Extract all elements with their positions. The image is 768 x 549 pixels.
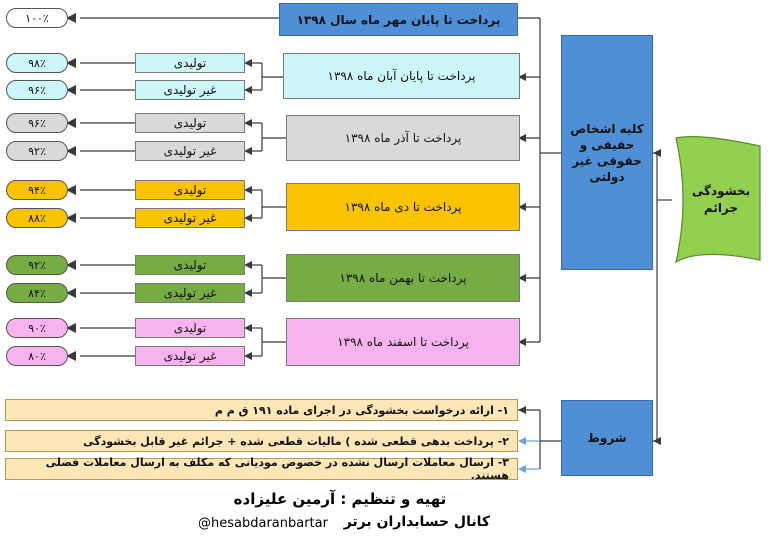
sub-label-esfand-nonproductive: غیر تولیدی [135,346,245,366]
period-box-aban: پرداخت تا پایان آبان ماه ۱۳۹۸ [283,53,520,99]
pct-pill-aban-productive: ۹۸٪ [6,53,68,73]
pct-pill-dey-nonproductive: ۸۸٪ [6,208,68,228]
footer-channel: کانال حسابداران برتر [343,514,490,530]
period-box-azar: پرداخت تا آذر ماه ۱۳۹۸ [286,115,520,161]
sub-label-bahman-nonproductive: غیر تولیدی [135,283,245,303]
pct-pill-azar-nonproductive: ۹۲٪ [6,141,68,161]
sub-label-esfand-productive: تولیدی [135,318,245,338]
condition-3: ۳- ارسال معاملات ارسال نشده در خصوص مودیانی که مکلف به ارسال معاملات فصلی هستند. [5,458,518,480]
sub-label-dey-productive: تولیدی [135,180,245,200]
pct-pill-mehr: ۱۰۰٪ [6,8,68,28]
pct-pill-bahman-productive: ۹۲٪ [6,255,68,275]
conditions-box: شروط [561,400,653,476]
pct-pill-azar-productive: ۹۶٪ [6,113,68,133]
condition-2: ۲- پرداخت بدهی قطعی شده ) مالیات قطعی شده + جرائم غیر قابل بخشودگی [5,430,518,452]
sub-label-azar-productive: تولیدی [135,113,245,133]
period-box-mehr: پرداخت تا پایان مهر ماه سال ۱۳۹۸ [279,3,518,36]
sub-label-azar-nonproductive: غیر تولیدی [135,141,245,161]
sub-label-bahman-productive: تولیدی [135,255,245,275]
footer-author: تهیه و تنظیم : آرمین علیزاده [233,490,447,508]
pct-pill-esfand-nonproductive: ۸۰٪ [6,346,68,366]
period-box-dey: پرداخت تا دی ماه ۱۳۹۸ [286,183,520,231]
pct-pill-esfand-productive: ۹۰٪ [6,318,68,338]
pct-pill-dey-productive: ۹۴٪ [6,180,68,200]
period-box-esfand: پرداخت تا اسفند ماه ۱۳۹۸ [286,318,520,366]
sub-label-aban-productive: تولیدی [135,53,245,73]
main-penalty-waiver-label: بخشودگی جرائم [691,184,751,215]
pct-pill-bahman-nonproductive: ۸۴٪ [6,283,68,303]
period-box-bahman: پرداخت تا بهمن ماه ۱۳۹۸ [286,254,520,302]
footer-handle: @hesabdaranbartar [198,516,328,531]
sub-label-aban-nonproductive: غیر تولیدی [135,80,245,100]
pct-pill-aban-nonproductive: ۹۶٪ [6,80,68,100]
persons-box: کلیه اشخاص حقیقی و حقوقی غیر دولتی [561,35,653,270]
sub-label-dey-nonproductive: غیر تولیدی [135,208,245,228]
condition-1: ۱- ارائه درخواست بخشودگی در اجرای ماده ۱۹۱ ق م م [5,399,518,421]
